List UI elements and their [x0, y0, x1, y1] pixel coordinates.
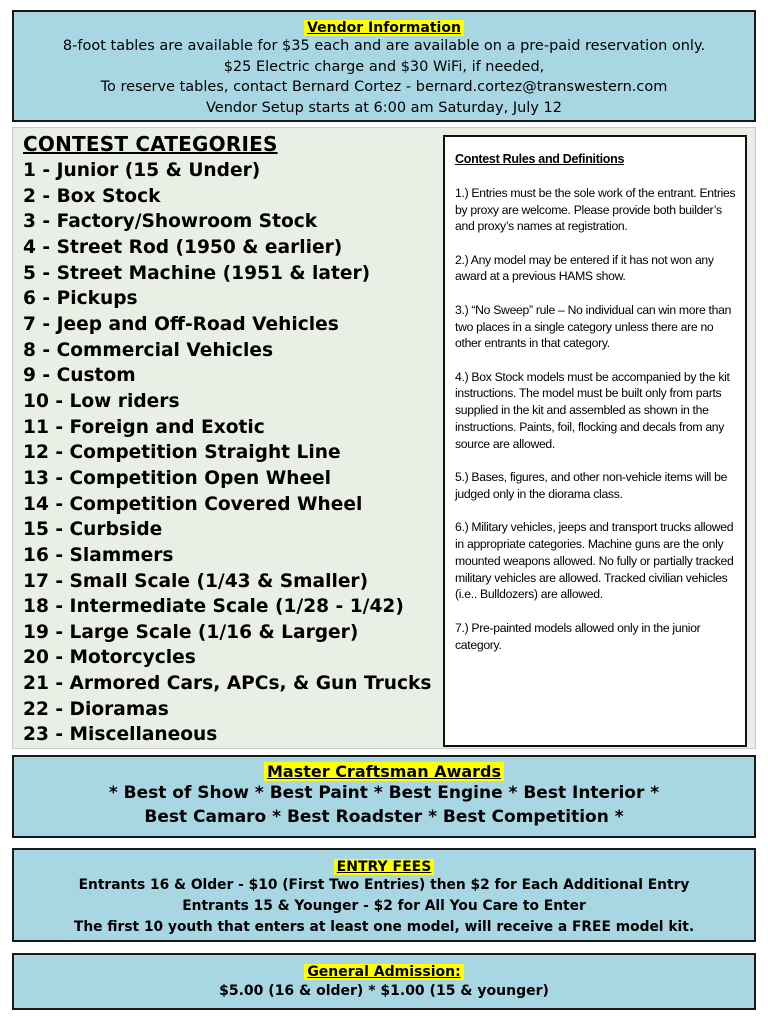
category-item: 11 - Foreign and Exotic [23, 416, 265, 438]
category-item: 17 - Small Scale (1/43 & Smaller) [23, 570, 369, 592]
vendor-information-section [12, 10, 756, 122]
vendor-line: 8-foot tables are available for $35 each and are available on a pre-paid reservation only. [62, 38, 706, 54]
category-item: 21 - Armored Cars, APCs, & Gun Trucks [23, 673, 432, 695]
category-item: 4 - Street Rod (1950 & earlier) [23, 236, 343, 258]
admission-line: $5.00 (16 & older) * $1.00 (15 & younger) [219, 983, 549, 999]
awards-line: Best Camaro * Best Roadster * Best Competition * [144, 807, 624, 827]
rule-item: 1.) Entries must be the sole work of the entrant. Entries by proxy are welcome. Please provide both builder’s and proxy’s names at registration. [455, 185, 736, 234]
awards-title: Master Craftsman Awards [264, 762, 504, 781]
category-item: 13 - Competition Open Wheel [23, 467, 332, 489]
rule-item: 4.) Box Stock models must be accompanied by the kit instructions. The model must be built only from parts supplied in the kit and assembled as shown in the instructions. Paints, foil, flocking and decals from any source are allowed. [455, 369, 730, 451]
contest-rules-title: Contest Rules and Definitions [455, 152, 625, 166]
awards-section [12, 755, 756, 838]
category-item: 22 - Dioramas [23, 698, 169, 720]
vendor-line: $25 Electric charge and $30 WiFi, if needed, [223, 58, 545, 75]
category-item: 1 - Junior (15 & Under) [23, 160, 261, 181]
fees-line: The first 10 youth that enters at least one model, will receive a FREE model kit. [73, 919, 695, 935]
fees-line: Entrants 16 & Older - $10 (First Two Entries) then $2 for Each Additional Entry [78, 877, 690, 893]
category-item: 18 - Intermediate Scale (1/28 - 1/42) [23, 596, 404, 618]
category-item: 5 - Street Machine (1951 & later) [23, 262, 371, 284]
rule-item: 5.) Bases, figures, and other non-vehicle items will be judged only in the diorama class. [455, 470, 728, 501]
category-item: 3 - Factory/Showroom Stock [23, 211, 318, 233]
category-item: 20 - Motorcycles [23, 647, 196, 669]
general-admission-section [12, 953, 756, 1010]
vendor-title: Vendor Information [304, 20, 464, 36]
category-item: 16 - Slammers [23, 544, 174, 566]
category-item: 7 - Jeep and Off-Road Vehicles [23, 313, 339, 335]
awards-line: * Best of Show * Best Paint * Best Engine * Best Interior * [108, 783, 660, 803]
category-item: 15 - Curbside [23, 519, 163, 541]
rule-item: 2.) Any model may be entered if it has not won any award at a previous HAMS show. [455, 252, 714, 284]
contest-categories-title: CONTEST CATEGORIES [23, 132, 278, 156]
category-item: 19 - Large Scale (1/16 & Larger) [23, 621, 359, 643]
category-item: 14 - Competition Covered Wheel [23, 493, 363, 515]
category-item: 6 - Pickups [23, 288, 138, 310]
category-item: 23 - Miscellaneous [23, 724, 218, 746]
entry-fees-section [12, 848, 756, 942]
contest-rules-box [443, 135, 747, 747]
entry-fees-title: ENTRY FEES [334, 859, 435, 875]
fees-line: Entrants 15 & Younger - $2 for All You Care to Enter [182, 898, 586, 914]
contest-categories-list [23, 158, 431, 748]
rule-item: 6.) Military vehicles, jeeps and transport trucks allowed in appropriate categories. Machine guns are the only mounted weapons allowed. No fully or partially tracked military vehicles are allowed. Tracked civilian vehicles (i.e.. Bulldozers) are allowed. [455, 520, 734, 602]
admission-title: General Admission: [304, 964, 463, 980]
vendor-line: To reserve tables, contact Bernard Cortez - bernard.cortez@transwestern.com [100, 79, 668, 95]
category-item: 9 - Custom [23, 365, 136, 387]
contest-section [12, 127, 756, 749]
category-item: 10 - Low riders [23, 390, 180, 412]
rule-item: 7.) Pre-painted models allowed only in the junior category. [455, 620, 701, 652]
category-item: 8 - Commercial Vehicles [23, 339, 274, 361]
rule-item: 3.) “No Sweep” rule – No individual can win more than two places in a single category unless there are no other entrants in that category. [455, 302, 732, 351]
category-item: 12 - Competition Straight Line [23, 442, 341, 464]
vendor-line: Vendor Setup starts at 6:00 am Saturday, July 12 [206, 99, 562, 116]
category-item: 2 - Box Stock [23, 185, 161, 207]
